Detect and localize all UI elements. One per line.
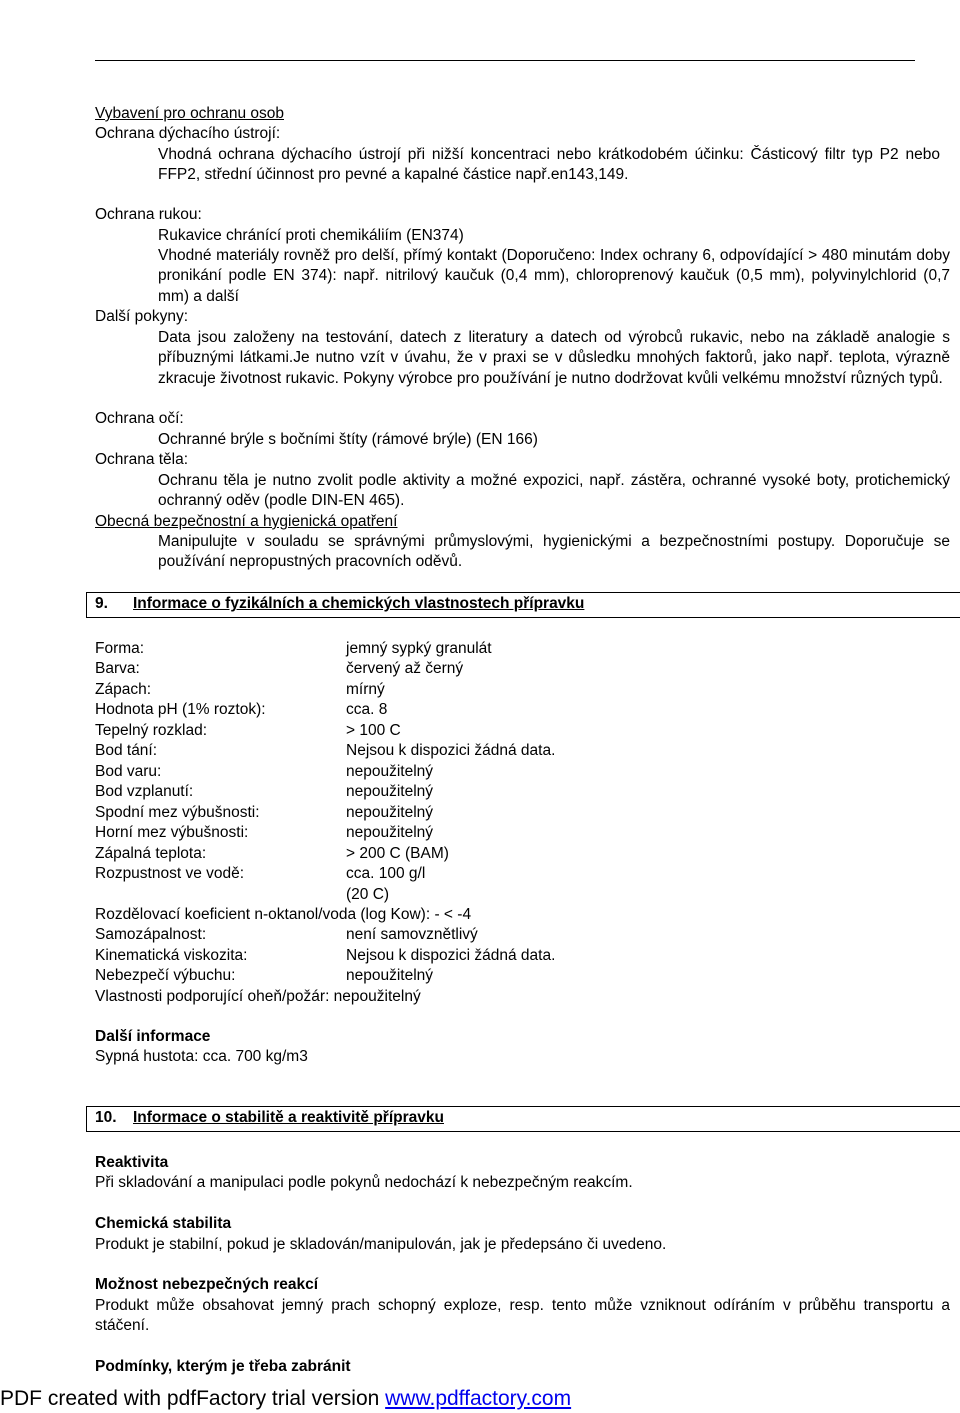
oxidizing-properties: Vlastnosti podporující oheň/požár: nepoužitelný xyxy=(95,988,421,1005)
prop-value: jemný sypký granulát xyxy=(346,640,492,657)
hygiene-text: Manipulujte v souladu se správnými průmyslovými, hygienickými a bezpečnostními postupy. Doporučuje se používání nepropustných pracovních oděvů. xyxy=(158,533,950,571)
prop-label: Kinematická viskozita: xyxy=(95,947,248,964)
section-9-number: 9. xyxy=(95,595,108,612)
partition-coefficient: Rozdělovací koeficient n-oktanol/voda (log Kow): - < -4 xyxy=(95,906,472,923)
eyes-label: Ochrana očí: xyxy=(95,410,184,427)
header-title: Bezpečnostní list dle Směrnice EC č. 1907/2006 xyxy=(95,3,405,20)
prop-value: Nejsou k dispozici žádná data. xyxy=(346,947,556,964)
stability-title: Chemická stabilita xyxy=(95,1215,232,1232)
header-product: Produkt : Librel FeHi xyxy=(95,43,234,60)
prop-value: nepoužitelný xyxy=(346,783,434,800)
prop-label: Bod vzplanutí: xyxy=(95,783,194,800)
prop-label: Nebezpečí výbuchu: xyxy=(95,967,236,984)
prop-value: Nejsou k dispozici žádná data. xyxy=(346,742,556,759)
prop-label: Samozápalnost: xyxy=(95,926,207,943)
prop-value: nepoužitelný xyxy=(346,804,434,821)
header-divider xyxy=(95,60,915,61)
respiratory-label: Ochrana dýchacího ústrojí: xyxy=(95,125,281,142)
hands-gloves-line: Rukavice chránící proti chemikáliím (EN374) xyxy=(158,227,464,244)
reactivity-text: Při skladování a manipulaci podle pokynů nedochází k nebezpečným reakcím. xyxy=(95,1174,633,1191)
prop-label: Zápach: xyxy=(95,681,152,698)
prop-value: červený až černý xyxy=(346,660,464,677)
prop-value: nepoužitelný xyxy=(346,763,434,780)
document-header xyxy=(95,2,405,62)
solubility-temperature: (20 C) xyxy=(346,886,390,903)
prop-value: mírný xyxy=(346,681,385,698)
body-text: Ochranu těla je nutno zvolit podle aktivity a možné expozici, např. zástěra, ochranné vysoké boty, protichemický ochranný oděv (podle DIN-EN 465). xyxy=(158,472,950,510)
prop-label: Rozpustnost ve vodě: xyxy=(95,865,245,882)
section-10-header xyxy=(86,1106,960,1132)
header-revision-date: Datum revize : 06.05.2011 xyxy=(95,23,266,40)
prop-label: Horní mez výbušnosti: xyxy=(95,824,249,841)
prop-label: Bod varu: xyxy=(95,763,162,780)
prop-value: > 200 C (BAM) xyxy=(346,845,449,862)
prop-label: Hodnota pH (1% roztok): xyxy=(95,701,266,718)
further-text: Data jsou založeny na testování, datech z literatury a datech od výrobců rukavic, nebo na základě analogie s příbuznými látkami.Je nutno vzít v úvahu, že v praxi se v důsledku mnohých faktorů, jako např. teplota, výrazně zkracuje životnost rukavic. Pokyny výrobce pro používání je nutno dodržovat kvůli velkému množství různých typů. xyxy=(158,329,950,387)
section-10-title: Informace o stabilitě a reaktivitě přípravku xyxy=(133,1109,444,1126)
hazardous-reactions-title: Možnost nebezpečných reakcí xyxy=(95,1276,319,1293)
further-label: Další pokyny: xyxy=(95,308,189,325)
pdf-footer xyxy=(0,1386,571,1412)
footer-link[interactable]: www.pdffactory.com xyxy=(385,1387,572,1410)
stability-text: Produkt je stabilní, pokud je skladován/manipulován, jak je předepsáno či uvedeno. xyxy=(95,1236,667,1253)
prop-value: cca. 8 xyxy=(346,701,388,718)
prop-label: Tepelný rozklad: xyxy=(95,722,208,739)
body-label: Ochrana těla: xyxy=(95,451,189,468)
other-info-title: Další informace xyxy=(95,1028,211,1045)
hygiene-title: Obecná bezpečnostní a hygienická opatření xyxy=(95,513,398,530)
prop-value: cca. 100 g/l xyxy=(346,865,426,882)
hands-materials-text: Vhodné materiály rovněž pro delší, přímý kontakt (Doporučeno: Index ochrany 6, odpovídající > 480 minutám doby pronikání podle EN 374): např. nitrilový kaučuk (0,4 mm), chloroprenový kaučuk (0,5 mm), polyvinylchlorid (0,7 mm) a další xyxy=(158,247,950,305)
prop-label: Bod tání: xyxy=(95,742,158,759)
hazardous-reactions-text: Produkt může obsahovat jemný prach schopný exploze, resp. tento může vzniknout odíráním v průběhu transportu a stáčení. xyxy=(95,1297,950,1335)
prop-label: Zápalná teplota: xyxy=(95,845,207,862)
section-9-title: Informace o fyzikálních a chemických vlastnostech přípravku xyxy=(133,595,585,612)
prop-label: Barva: xyxy=(95,660,140,677)
respiratory-text: Vhodná ochrana dýchacího ústrojí při nižší koncentraci nebo krátkodobém účinku: Částicový filtr typ P2 nebo FFP2, střední účinnost pro pevné a kapalné částice např.en143,149. xyxy=(158,146,940,184)
conditions-to-avoid-title: Podmínky, kterým je třeba zabránit xyxy=(95,1358,351,1375)
prop-value: není samovznětlivý xyxy=(346,926,478,943)
prop-value: > 100 C xyxy=(346,722,401,739)
bulk-density: Sypná hustota: cca. 700 kg/m3 xyxy=(95,1048,308,1065)
prop-label: Spodní mez výbušnosti: xyxy=(95,804,260,821)
prop-value: nepoužitelný xyxy=(346,967,434,984)
hands-label: Ochrana rukou: xyxy=(95,206,202,223)
reactivity-title: Reaktivita xyxy=(95,1154,169,1171)
eyes-text: Ochranné brýle s bočními štíty (rámové brýle) (EN 166) xyxy=(158,431,538,448)
ppe-title: Vybavení pro ochranu osob xyxy=(95,105,284,122)
prop-label: Forma: xyxy=(95,640,145,657)
prop-value: nepoužitelný xyxy=(346,824,434,841)
section-10-number: 10. xyxy=(95,1109,117,1126)
footer-text: PDF created with pdfFactory trial version xyxy=(0,1387,386,1410)
section-9-header xyxy=(86,592,960,618)
